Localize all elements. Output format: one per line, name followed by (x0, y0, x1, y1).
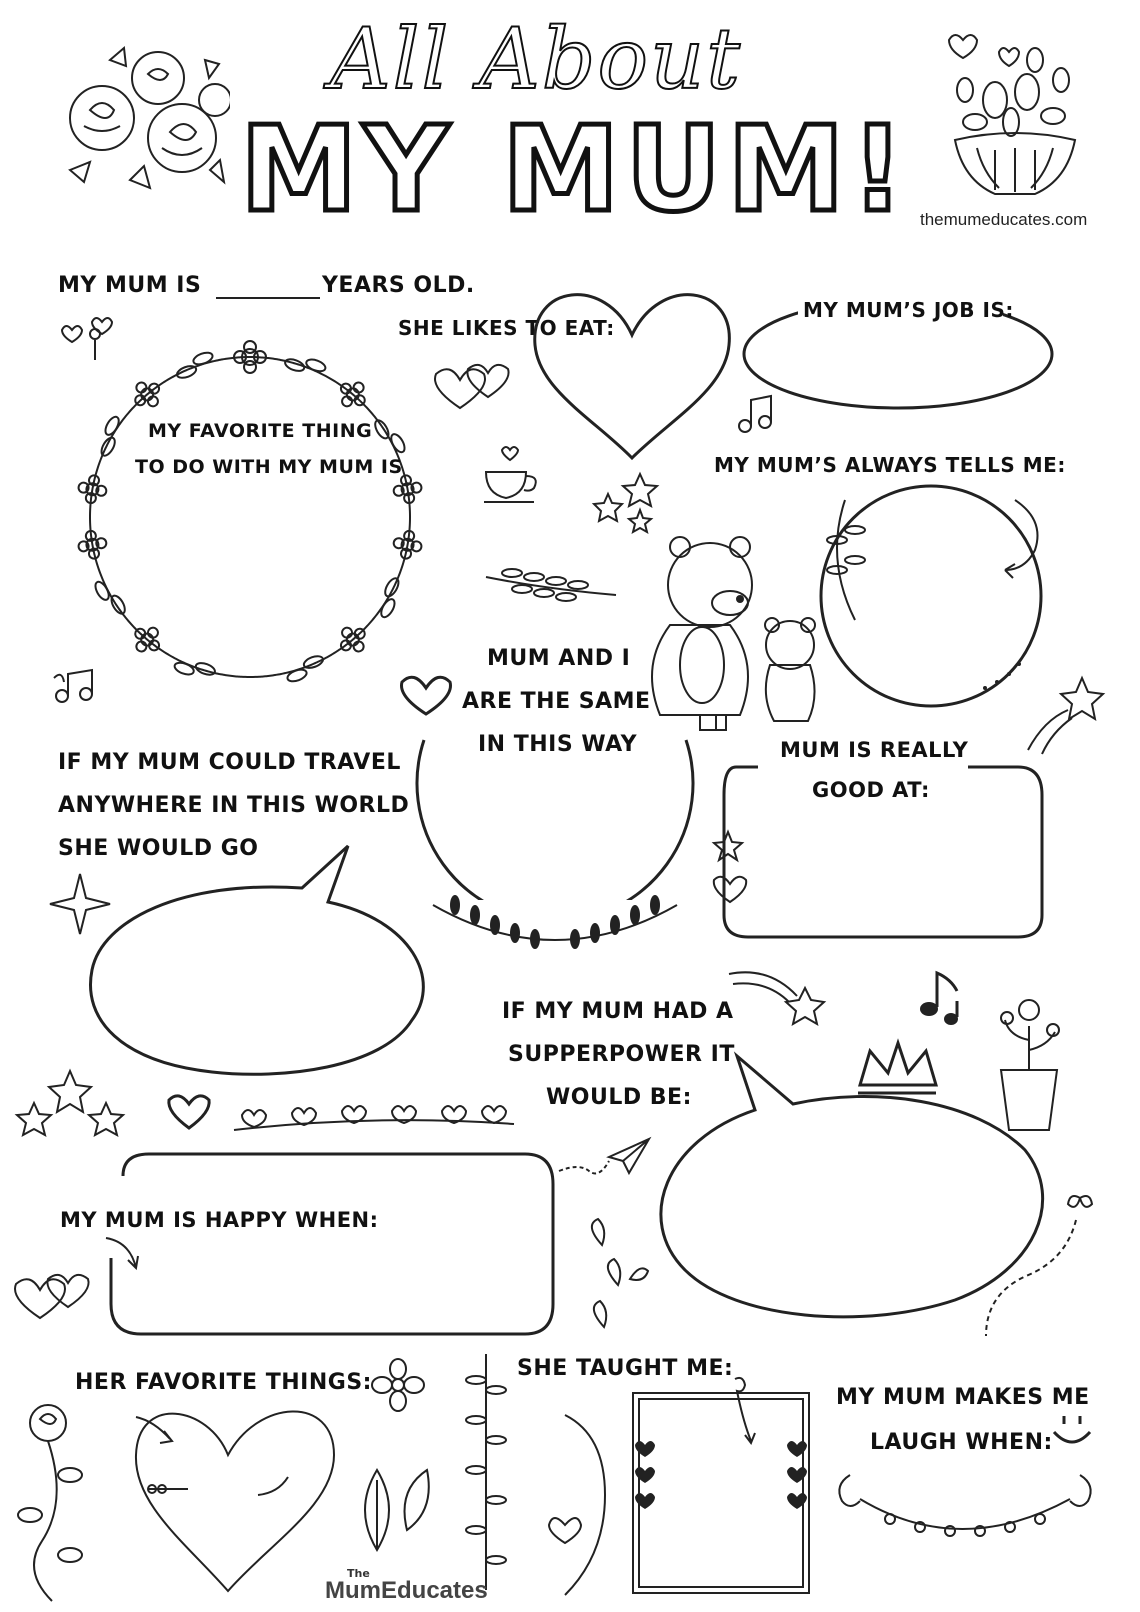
same-way-box[interactable] (410, 730, 700, 900)
footer-logo (325, 1568, 488, 1603)
eat-heart-box[interactable] (525, 280, 740, 465)
eat-prompt: SHE LIKES TO EAT: (398, 316, 615, 340)
heart-garland-icon (230, 1095, 520, 1140)
footer-logo-main: MumEducates (325, 1577, 488, 1604)
taught-prompt: SHE TAUGHT ME: (517, 1356, 734, 1381)
travel-prompt-line1: IF MY MUM COULD TRAVEL (58, 750, 401, 775)
title-script: All About (330, 10, 742, 108)
coffee-cup-icon (480, 440, 550, 510)
vine-icon (460, 1350, 515, 1595)
shooting-star-icon (1020, 670, 1110, 760)
smiley-icon (1048, 1410, 1098, 1450)
rose-stem-icon (10, 1395, 115, 1605)
heart-icon-2 (165, 1090, 215, 1135)
same-prompt-line2: ARE THE SAME (462, 689, 651, 714)
travel-speech-bubble[interactable] (82, 840, 442, 1090)
hearts-flower-icon (60, 310, 120, 365)
sparkle-icon (45, 870, 115, 940)
favorite-thing-wreath[interactable] (55, 330, 455, 700)
leaf-garland-icon (425, 885, 685, 965)
stars-icon-2 (10, 1065, 130, 1140)
arrow-icon (102, 1232, 147, 1277)
double-heart-icon (430, 355, 520, 415)
heart-icon (396, 668, 456, 723)
fav-things-heart-box[interactable] (128, 1395, 343, 1595)
laugh-prompt-line2: LAUGH WHEN: (870, 1430, 1053, 1455)
happy-box[interactable] (105, 1148, 560, 1340)
flower-pot-icon (935, 30, 1095, 210)
taught-frame-box[interactable] (545, 1375, 825, 1600)
job-prompt: MY MUM’S JOB IS: (803, 298, 1014, 322)
tells-prompt: MY MUM’S ALWAYS TELLS ME: (714, 453, 1066, 477)
star-heart-icon (708, 828, 753, 918)
age-blank[interactable] (216, 297, 320, 299)
fav-things-prompt: HER FAVORITE THINGS: (75, 1370, 372, 1395)
travel-prompt-line2: ANYWHERE IN THIS WORLD (58, 793, 410, 818)
laugh-prompt-line1: MY MUM MAKES ME (836, 1385, 1090, 1410)
leaf-branch-icon (482, 555, 622, 610)
age-suffix: YEARS OLD. (322, 273, 475, 298)
butterfly-icon (968, 1190, 1098, 1360)
favorite-prompt-line2: TO DO WITH MY MUM IS (135, 456, 403, 478)
same-prompt-line1: MUM AND I (487, 646, 631, 671)
page-title: MY MUM! (240, 100, 911, 238)
happy-prompt: MY MUM IS HAPPY WHEN: (60, 1208, 379, 1232)
shooting-star-icon-2 (725, 960, 835, 1030)
same-prompt-line3: IN THIS WAY (478, 732, 637, 757)
power-prompt-line3: WOULD BE: (546, 1085, 692, 1110)
bears-icon (640, 525, 840, 735)
leaves-icon (580, 1215, 650, 1330)
laugh-garland-box[interactable] (830, 1455, 1100, 1555)
power-prompt-line1: IF MY MUM HAD A (502, 999, 734, 1024)
music-note-icon-2 (50, 660, 105, 710)
travel-prompt-line3: SHE WOULD GO (58, 836, 259, 861)
paper-plane-icon (555, 1135, 655, 1180)
roses-icon (40, 40, 230, 200)
age-prefix: MY MUM IS (58, 273, 202, 298)
music-note-icon-3 (915, 965, 970, 1035)
website-label: themumeducates.com (920, 210, 1088, 229)
good-prompt-line1: MUM IS REALLY (780, 738, 969, 762)
power-prompt-line2: SUPPERPOWER IT (508, 1042, 735, 1067)
good-prompt-line2: GOOD AT: (812, 778, 930, 802)
leaf-pair-icon (355, 1460, 430, 1555)
music-note-icon (735, 390, 780, 440)
footer-logo-small: The (347, 1567, 370, 1580)
flower-icon (368, 1355, 428, 1415)
favorite-prompt-line1: MY FAVORITE THING (148, 420, 373, 442)
double-heart-icon-2 (10, 1265, 95, 1325)
